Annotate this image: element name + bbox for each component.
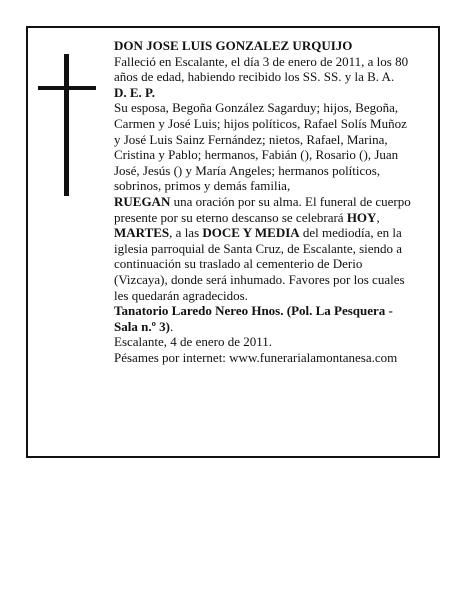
cross-icon: [64, 54, 69, 196]
tanatorio-line: Tanatorio Laredo Nereo Hnos. (Pol. La Pesquera - Sala n.º 3).: [114, 303, 393, 334]
ruegan-word: RUEGAN: [114, 193, 171, 209]
time-word: DOCE Y MEDIA: [202, 225, 300, 241]
place-date: Escalante, 4 de enero de 2011.: [114, 334, 272, 350]
family-list: Su esposa, Begoña González Sagarduy; hijos, Begoña, Carmen y José Luis; hijos políticos, Rafael Solís Muñoz y José Luis Sainz Fernández; nietos, Rafael, Marina, Cristina y Pablo; hermanos, Fabián (), Rosario (), Juan José, Jesús () y María Angeles; hermanos políticos, sobrinos, primos y demás familia,: [114, 100, 407, 194]
martes-word: MARTES: [114, 225, 170, 241]
hoy-word: HOY: [346, 209, 377, 225]
death-info: Falleció en Escalante, el día 3 de enero de 2011, a los 80 años de edad, habiendo recibido los SS. SS. y la B. A.: [114, 53, 409, 85]
tanatorio-name: Tanatorio Laredo Nereo Hnos. (Pol. La Pesquera - Sala n.º 3): [114, 303, 393, 334]
deceased-name: DON JOSE LUIS GONZALEZ URQUIJO: [114, 38, 353, 53]
condolences-web: Pésames por internet: www.funerarialamontanesa.com: [114, 349, 398, 365]
dep-line: D. E. P.: [114, 84, 156, 100]
obituary-text: [114, 38, 414, 365]
cross-icon-bar: [38, 86, 96, 90]
service-info: RUEGAN una oración por su alma. El funeral de cuerpo presente por su eterno descanso se celebrará HOY, MARTES, a las DOCE Y MEDIA del mediodía, en la iglesia parroquial de Santa Cruz, de Escalante, siendo a continuación su traslado al cementerio de Derio (Vizcaya), donde será inhumado. Favores por los cuales les quedarán agradecidos.: [114, 193, 411, 303]
